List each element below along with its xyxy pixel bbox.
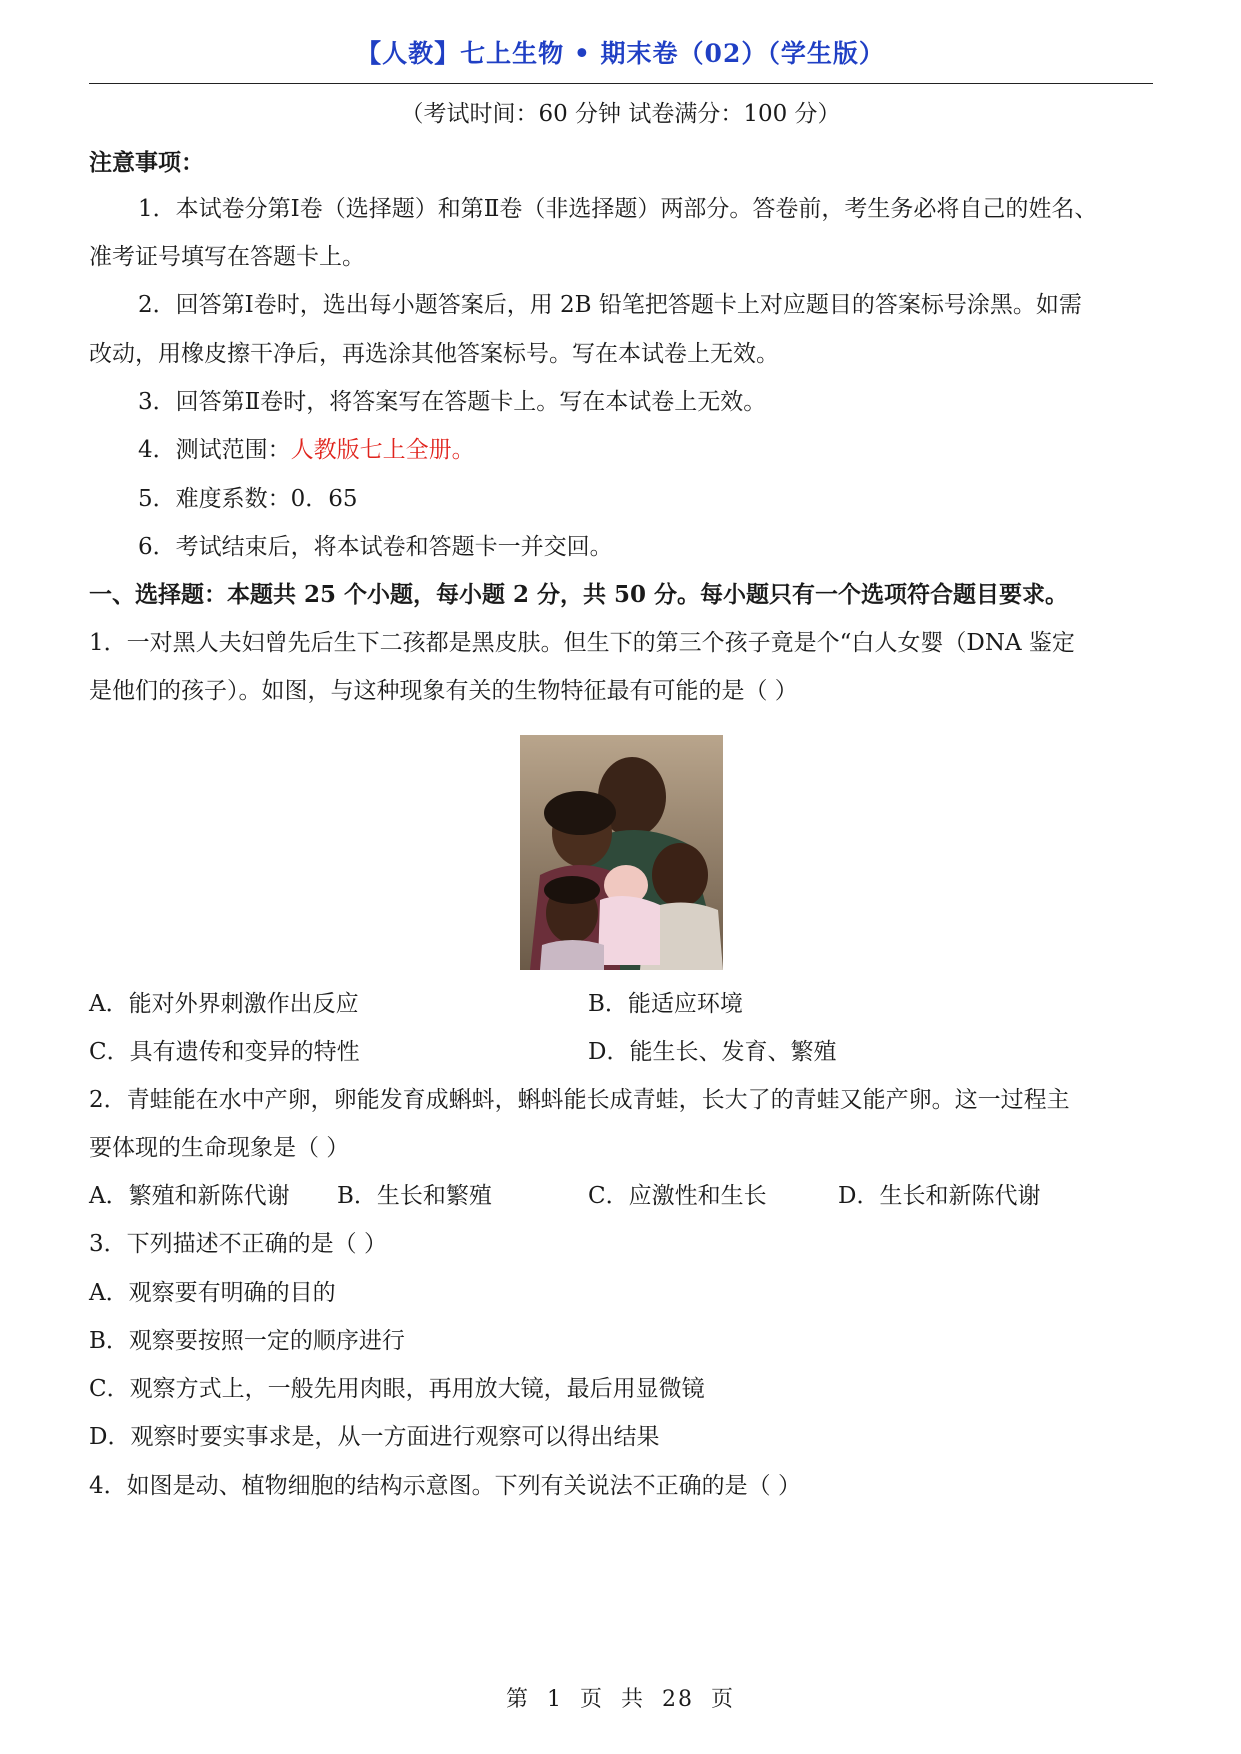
note-5: 5．难度系数：0．65: [138, 486, 358, 512]
header-divider: [89, 83, 1153, 84]
exam-info: （考试时间：60 分钟 试卷满分：100 分）: [400, 101, 841, 127]
note-2-line-1: 2．回答第Ⅰ卷时，选出每小题答案后，用 2B 铅笔把答题卡上对应题目的答案标号涂黑。如需: [138, 292, 1082, 318]
q1-option-b: B．能适应环境: [588, 991, 743, 1017]
footer-text-ye-2: 页: [711, 1687, 736, 1712]
footer-page-number: 1: [546, 1687, 563, 1712]
q2-stem-line-2: 要体现的生命现象是（ ）: [89, 1135, 350, 1161]
note-4-scope: 人教版七上全册。: [290, 437, 475, 463]
q2-option-d: D．生长和新陈代谢: [838, 1183, 1041, 1209]
q2-option-c: C．应激性和生长: [588, 1183, 767, 1209]
footer-text-di: 第: [505, 1687, 530, 1712]
q1-stem-line-1: 1．一对黑人夫妇曾先后生下二孩都是黑皮肤。但生下的第三个孩子竟是个“白人女婴（DNA 鉴定: [89, 630, 1075, 656]
note-4: [138, 435, 1208, 465]
footer-total-pages: 28: [662, 1687, 695, 1712]
q3-option-d: D．观察时要实事求是，从一方面进行观察可以得出结果: [89, 1424, 660, 1450]
note-3: 3．回答第Ⅱ卷时，将答案写在答题卡上。写在本试卷上无效。: [138, 389, 767, 415]
notes-heading: 注意事项：: [89, 149, 204, 176]
q4-stem: 4．如图是动、植物细胞的结构示意图。下列有关说法不正确的是（ ）: [89, 1473, 801, 1499]
note-1-line-1: 1．本试卷分第Ⅰ卷（选择题）和第Ⅱ卷（非选择题）两部分。答卷前，考生务必将自己的姓名、: [138, 196, 1098, 222]
footer-text-gong: 共: [621, 1687, 646, 1712]
note-2-line-2: 改动，用橡皮擦干净后，再选涂其他答案标号。写在本试卷上无效。: [89, 341, 779, 367]
q1-stem-line-2: 是他们的孩子）。如图，与这种现象有关的生物特征最有可能的是（ ）: [89, 678, 798, 704]
q2-option-a: A．繁殖和新陈代谢: [89, 1183, 290, 1209]
q2-option-b: B．生长和繁殖: [337, 1183, 492, 1209]
q3-stem: 3．下列描述不正确的是（ ）: [89, 1231, 387, 1257]
q3-option-b: B．观察要按照一定的顺序进行: [89, 1328, 405, 1354]
q2-stem-line-1: 2．青蛙能在水中产卵，卵能发育成蝌蚪，蝌蚪能长成青蛙，长大了的青蛙又能产卵。这一过程主: [89, 1087, 1070, 1113]
note-1-line-2: 准考证号填写在答题卡上。: [89, 244, 365, 270]
note-4-label: 4．测试范围：: [138, 437, 291, 463]
page-title: 【人教】七上生物 • 期末卷（02）（学生版）: [356, 39, 885, 68]
q1-option-d: D．能生长、发育、繁殖: [588, 1039, 837, 1065]
footer-text-ye: 页: [579, 1687, 604, 1712]
q1-option-a: A．能对外界刺激作出反应: [89, 991, 359, 1017]
note-6: 6．考试结束后，将本试卷和答题卡一并交回。: [138, 534, 613, 560]
q3-option-a: A．观察要有明确的目的: [89, 1280, 336, 1306]
family-photo: [520, 735, 723, 970]
page-footer: [0, 1682, 1241, 1713]
q3-option-c: C．观察方式上，一般先用肉眼，再用放大镜，最后用显微镜: [89, 1376, 705, 1402]
q1-option-c: C．具有遗传和变异的特性: [89, 1039, 360, 1065]
section-1-heading: 一、选择题：本题共 25 个小题，每小题 2 分，共 50 分。每小题只有一个选项符合题目要求。: [89, 581, 1069, 608]
